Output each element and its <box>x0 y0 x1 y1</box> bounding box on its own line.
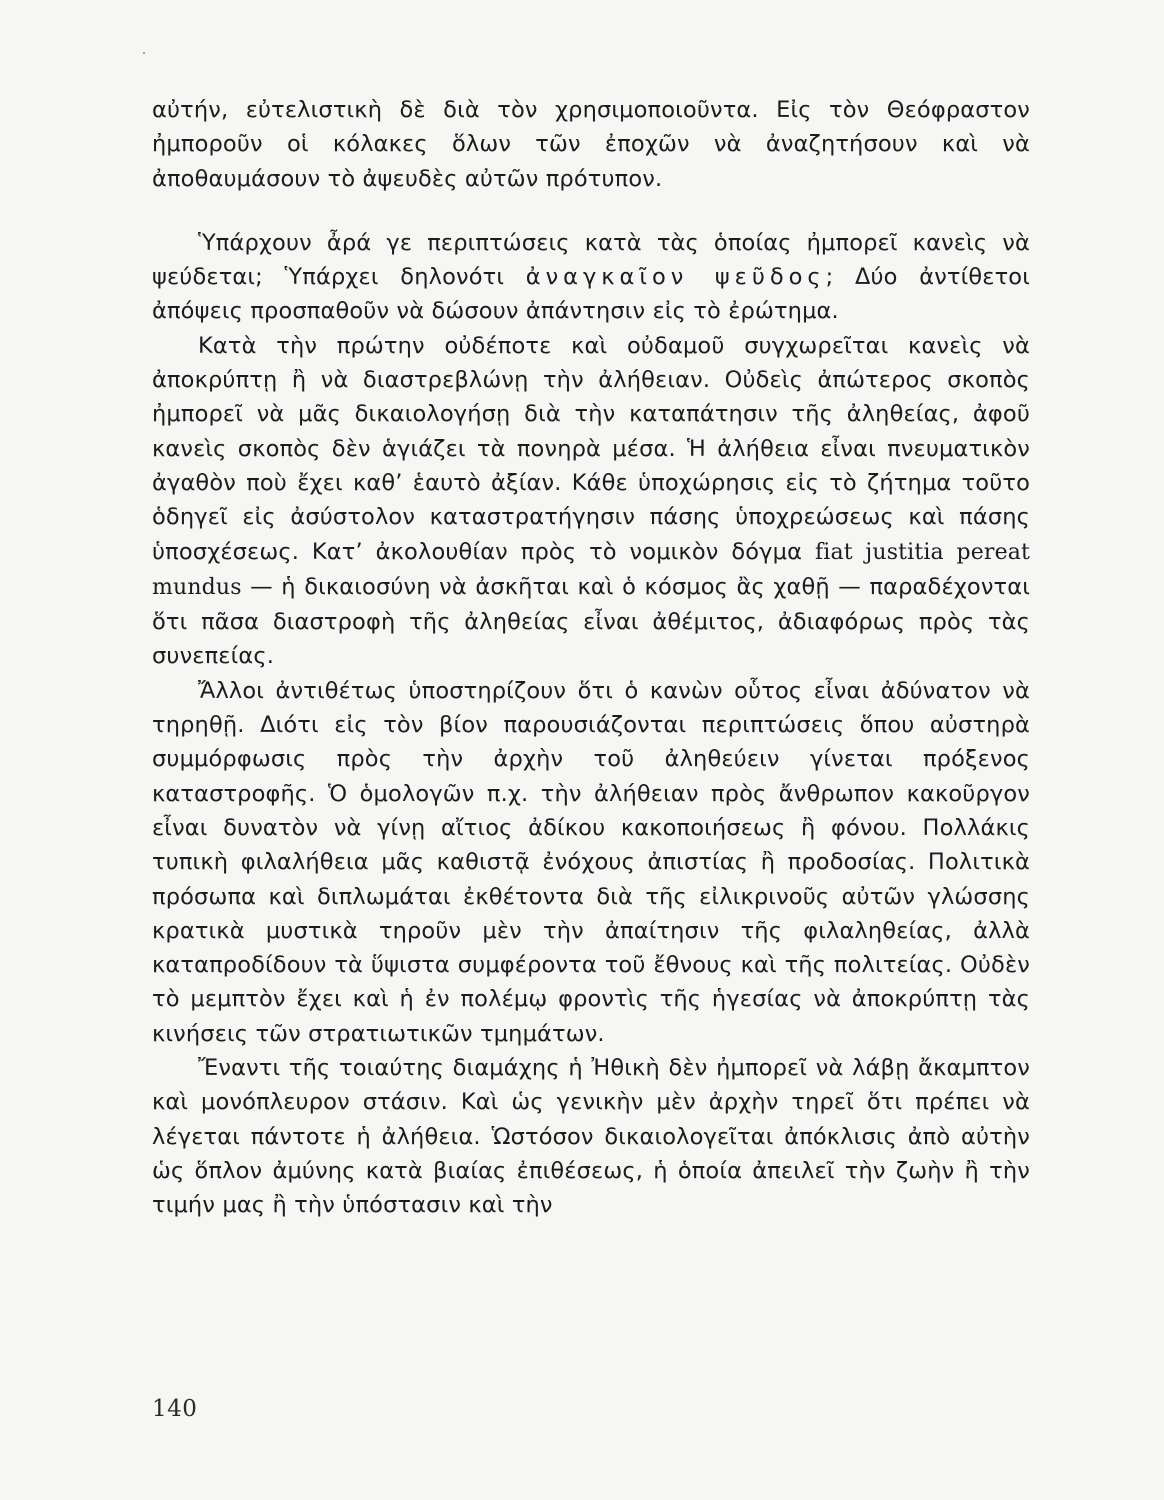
paragraph-4-text: Ἄλλοι ἀντιθέτως ὑποστηρίζουν ὅτι ὁ κανὼν οὗτος εἶναι ἀδύνατον νὰ τηρηθῇ. Διότι εἰς τὸν βίον παρουσιάζονται περιπτώσεις ὅπου αὐστηρὰ συμμόρφωσις πρὸς τὴν ἀρχὴν τοῦ ἀληθεύειν γίνεται πρόξενος καταστροφῆς. Ὁ ὁμολογῶν π.χ. τὴν ἀλήθειαν πρὸς ἄνθρωπον κακοῦργον εἶναι δυνατὸν νὰ γίνῃ αἴτιος ἀδίκου κακοποιήσεως ἢ φόνου. Πολλάκις τυπικὴ φιλαλήθεια μᾶς καθιστᾷ ἐνόχους ἀπιστίας ἢ προδοσίας. Πολιτικὰ πρόσωπα καὶ διπλωμάται ἐκθέτοντα διὰ τῆς εἰλικρινοῦς αὐτῶν γλώσσης κρατικὰ μυστικὰ τηροῦν μὲν τὴν ἀπαίτησιν τῆς φιλαληθείας, ἀλλὰ καταπροδίδουν τὰ ὕψιστα συμφέροντα τοῦ ἔθνους καὶ τῆς πολιτείας. Οὐδὲν τὸ μεμπτὸν ἔχει καὶ ἡ ἐν πολέμῳ φροντὶς τῆς ἡγεσίας νὰ ἀποκρύπτῃ τὰς κινήσεις τῶν στρατιωτικῶν τμημάτων. <box>152 677 1030 1047</box>
paragraph-5-text: Ἔναντι τῆς τοιαύτης διαμάχης ἡ Ἠθικὴ δὲν ἠμπορεῖ νὰ λάβῃ ἄκαμπτον καὶ μονόπλευρον στάσιν. Καὶ ὡς γενικὴν μὲν ἀρχὴν τηρεῖ ὅτι πρέπει νὰ λέγεται πάντοτε ἡ ἀλήθεια. Ὡστόσον δικαιολογεῖται ἀπόκλισις ἀπὸ αὐτὴν ὡς ὅπλον ἀμύνης κατὰ βιαίας ἐπιθέσεως, ἡ ὁποία ἀπειλεῖ τὴν ζωὴν ἢ τὴν τιμήν μας ἢ τὴν ὑπόστασιν καὶ τὴν <box>152 1055 1030 1219</box>
paragraph-1-text: αὐτήν, εὐτελιστικὴ δὲ διὰ τὸν χρησιμοποιοῦντα. Εἰς τὸν Θεόφραστον ἠμποροῦν οἱ κόλακες ὅλων τῶν ἐποχῶν νὰ ἀναζητήσουν καὶ νὰ ἀποθαυμάσουν τὸ ἀψευδὲς αὐτῶν πρότυπον. <box>152 97 1030 192</box>
scan-speck <box>143 52 145 54</box>
paragraph-3-latin-maxim: fiat justitia pereat mundus <box>152 539 1030 600</box>
paragraph-5 <box>152 1051 1030 1222</box>
paragraph-2-text-end: ; Δύο ἀντίθετοι ἀπόψεις προσπαθοῦν νὰ δώσουν ἀπάντησιν εἰς τὸ ἐρώτημα. <box>152 264 1030 325</box>
paragraph-3 <box>152 329 1030 674</box>
paragraph-2-text-start: Ὑπάρχουν ἆρά γε περιπτώσεις κατὰ τὰς ὁποίας ἠμπορεῖ κανεὶς νὰ ψεύδεται; Ὑπάρχει δηλονότι <box>152 229 1030 291</box>
paragraph-1 <box>152 93 1030 196</box>
paragraph-3-text-end: — ἡ δικαιοσύνη νὰ ἀσκῆται καὶ ὁ κόσμος ἂς χαθῇ — παραδέχονται ὅτι πᾶσα διαστροφὴ τῆς ἀληθείας εἶναι ἀθέμιτος, ἀδιαφόρως πρὸς τὰς συνεπείας. <box>152 573 1030 670</box>
paragraph-2 <box>152 226 1030 329</box>
page-number: 140 <box>152 1396 198 1422</box>
body-text <box>152 93 1030 1223</box>
paragraph-4 <box>152 674 1030 1051</box>
paragraph-3-text-start: Κατὰ τὴν πρώτην οὐδέποτε καὶ οὐδαμοῦ συγχωρεῖται κανεὶς νὰ ἀποκρύπτῃ ἢ νὰ διαστρεβλώνῃ τὴν ἀλήθειαν. Οὐδεὶς ἀπώτερος σκοπὸς ἠμπορεῖ νὰ μᾶς δικαιολογήσῃ διὰ τὴν καταπάτησιν τῆς ἀληθείας, ἀφοῦ κανεὶς σκοπὸς δὲν ἁγιάζει τὰ πονηρὰ μέσα. Ἡ ἀλήθεια εἶναι πνευματικὸν ἀγαθὸν ποὺ ἔχει καθ’ ἑαυτὸ ἀξίαν. Κάθε ὑποχώρησις εἰς τὸ ζήτημα τοῦτο ὁδηγεῖ εἰς ἀσύστολον καταστρατήγησιν πάσης ὑποχρεώσεως καὶ πάσης ὑποσχέσεως. Κατ’ ἀκολουθίαν πρὸς τὸ νομικὸν δόγμα <box>152 332 1030 565</box>
paragraph-2-emphasis: ἀναγκαῖον ψεῦδος <box>525 264 826 291</box>
